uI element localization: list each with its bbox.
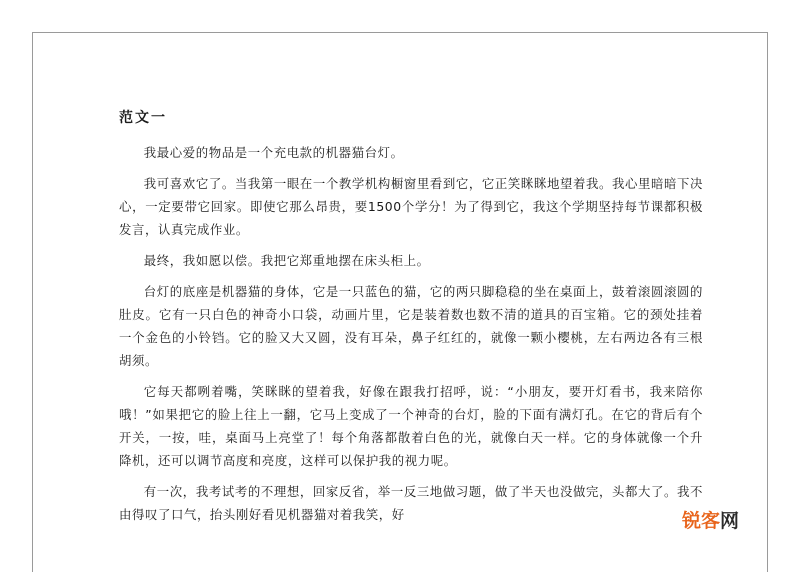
document-page <box>32 32 768 572</box>
paragraph: 台灯的底座是机器猫的身体，它是一只蓝色的猫，它的两只脚稳稳的坐在桌面上，鼓着滚圆滚圆的肚皮。它有一只白色的神奇小口袋，动画片里，它是装着数也数不清的道具的百宝箱。它的颈处挂着一个金色的小铃铛。它的脸又大又圆，没有耳朵，鼻子红红的，就像一颗小樱桃，左右两边各有三根胡须。 <box>119 284 703 368</box>
paragraph: 它每天都咧着嘴，笑眯眯的望着我，好像在跟我打招呼，说：“小朋友，要开灯看书，我来陪你哦！”如果把它的脸上往上一翻，它马上变成了一个神奇的台灯，脸的下面有满灯孔。在它的背后有个开关，一按，哇，桌面马上亮堂了！每个角落都散着白色的光，就像白天一样。它的身体就像一个升降机，还可以调节高度和亮度，这样可以保护我的视力呢。 <box>119 384 703 468</box>
paragraph: 有一次，我考试考的不理想，回家反省，举一反三地做习题，做了半天也没做完，头都大了。我不由得叹了口气，抬头刚好看见机器猫对着我笑，好 <box>119 484 703 522</box>
watermark-text-secondary: 网 <box>720 509 740 532</box>
paragraph: 我最心爱的物品是一个充电款的机器猫台灯。 <box>143 145 404 160</box>
watermark-text-primary: 锐客 <box>682 509 721 532</box>
document-title: 范文一 <box>119 110 167 126</box>
document-content <box>119 107 703 534</box>
site-watermark <box>680 507 741 531</box>
paragraph: 我可喜欢它了。当我第一眼在一个教学机构橱窗里看到它，它正笑眯眯地望着我。我心里暗暗下决心，一定要带它回家。即使它那么昂贵，要1500个学分！为了得到它，我这个学期坚持每节课都积极发言，认真完成作业。 <box>119 176 703 237</box>
paragraph: 最终，我如愿以偿。我把它郑重地摆在床头柜上。 <box>143 253 430 268</box>
